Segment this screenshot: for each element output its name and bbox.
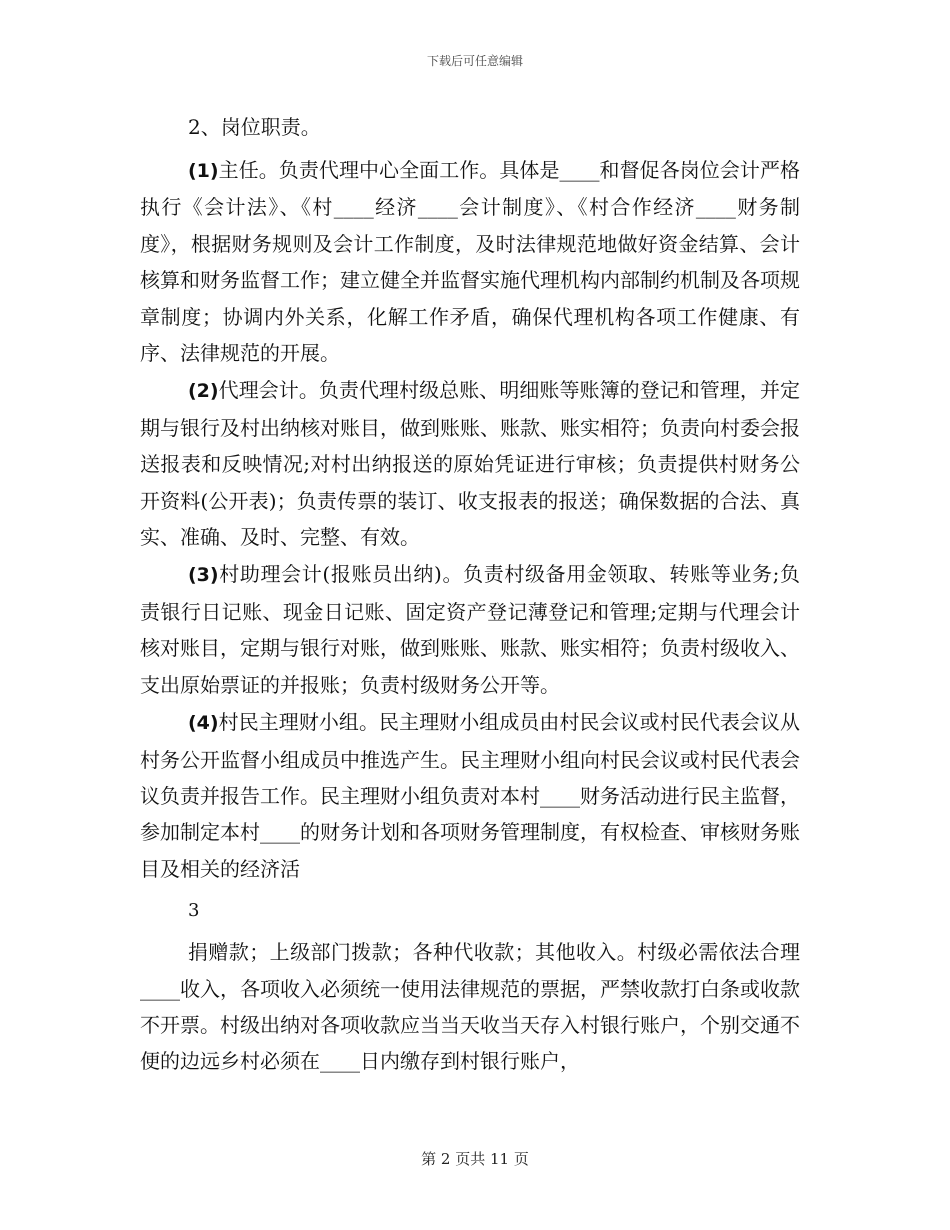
document-body bbox=[140, 110, 800, 1081]
item-number: (1) bbox=[188, 160, 219, 182]
page-header-note: 下载后可任意编辑 bbox=[426, 54, 523, 68]
paragraph-finance-group bbox=[140, 704, 800, 887]
paragraph-text: 村民主理财小组。民主理财小组成员由村民会议或村民代表会议从村务公开监督小组成员中推选产生。民主理财小组向村民会议或村民代表会议负责并报告工作。民主理财小组负责对本村____财务活动进行民主监督，参加制定本村____的财务计划和各项财务管理制度，有权检查、审核财务账目及相关的经济活 bbox=[140, 710, 800, 881]
paragraph-director bbox=[140, 152, 800, 371]
item-number: (2) bbox=[188, 380, 219, 403]
section-heading: 2、岗位职责。 bbox=[188, 115, 321, 139]
paragraph-assistant-accountant bbox=[140, 556, 800, 703]
paragraph-text: 村助理会计(报账员出纳)。负责村级备用金领取、转账等业务;负责银行日记账、现金日记账、固定资产登记薄登记和管理;定期与代理会计核对账目，定期与银行对账，做到账账、账款、账实相符；负责村级收入、支出原始票证的并报账；负责村级财务公开等。 bbox=[140, 562, 800, 697]
paragraph-text: 代理会计。负责代理村级总账、明细账等账簿的登记和管理，并定期与银行及村出纳核对账目，做到账账、账款、账实相符；负责向村委会报送报表和反映情况;对村出纳报送的原始凭证进行审核；负责提供村财务公开资料(公开表)；负责传票的装订、收支报表的报送；确保数据的合法、真实、准确、及时、完整、有效。 bbox=[140, 378, 800, 550]
item-number: (4) bbox=[188, 712, 219, 735]
paragraph-income: 捐赠款；上级部门拨款；各种代收款；其他收入。村级必需依法合理____收入，各项收入必须统一使用法律规范的票据，严禁收款打白条或收款不开票。村级出纳对各项收款应当当天收当天存入村银行账户，个别交通不便的边远乡村必须在____日内缴存到村银行账户， bbox=[140, 940, 800, 1074]
paragraph-agent-accountant bbox=[140, 372, 800, 555]
paragraph-text: 主任。负责代理中心全面工作。具体是____和督促各岗位会计严格执行《会计法》、《村____经济____会计制度》、《村合作经济____财务制度》，根据财务规则及会计工作制度，及时法律规范地做好资金结算、会计核算和财务监督工作；建立健全并监督实施代理机构内部制约机制及各项规章制度；协调内外关系，化解工作矛盾，确保代理机构各项工作健康、有序、法律规范的开展。 bbox=[140, 158, 800, 366]
page-footer-info: 第 2 页共 11 页 bbox=[421, 1150, 529, 1168]
item-number: (3) bbox=[188, 564, 219, 587]
inline-page-marker: 3 bbox=[188, 900, 200, 922]
